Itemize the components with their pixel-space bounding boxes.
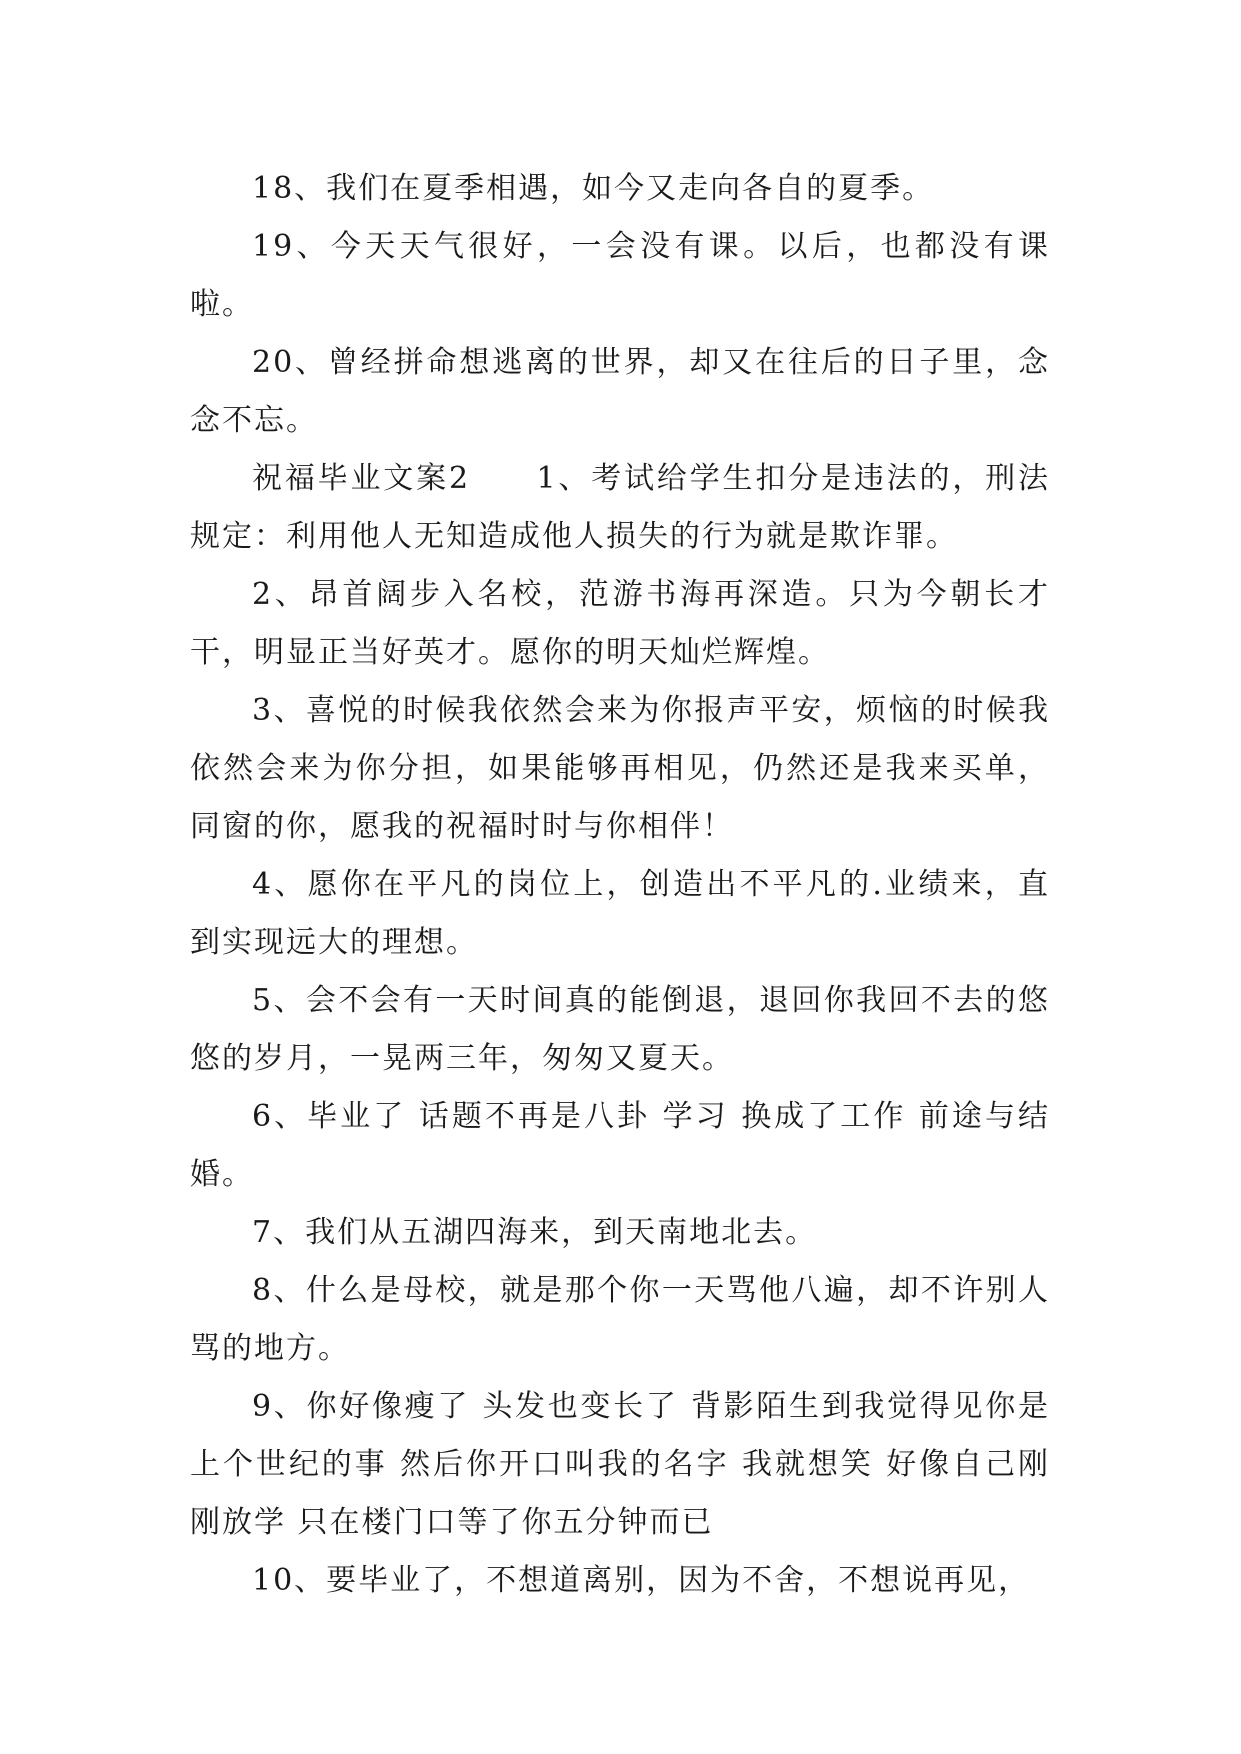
section-heading-paragraph-1: 祝福毕业文案2 1、考试给学生扣分是违法的，刑法规定：利用他人无知造成他人损失的行为就是欺诈罪。 xyxy=(190,461,1050,554)
paragraph-4: 4、愿你在平凡的岗位上，创造出不平凡的.业绩来，直到实现远大的理想。 xyxy=(190,867,1050,960)
paragraph-2: 2、昂首阔步入名校，范游书海再深造。只为今朝长才干，明显正当好英才。愿你的明天灿烂辉煌。 xyxy=(190,577,1050,670)
paragraph-10: 10、要毕业了，不想道离别，因为不舍，不想说再见， xyxy=(252,1563,1031,1598)
paragraph-19: 19、今天天气很好，一会没有课。以后，也都没有课啦。 xyxy=(190,229,1050,322)
paragraph-9: 9、你好像瘦了 头发也变长了 背影陌生到我觉得见你是上个世纪的事 然后你开口叫我的名字 我就想笑 好像自己刚刚放学 只在楼门口等了你五分钟而已 xyxy=(190,1389,1050,1540)
paragraph-5: 5、会不会有一天时间真的能倒退，退回你我回不去的悠悠的岁月，一晃两三年，匆匆又夏天。 xyxy=(190,983,1050,1076)
paragraph-8: 8、什么是母校，就是那个你一天骂他八遍，却不许别人骂的地方。 xyxy=(190,1273,1050,1366)
paragraph-7: 7、我们从五湖四海来，到天南地北去。 xyxy=(252,1215,818,1250)
paragraph-6: 6、毕业了 话题不再是八卦 学习 换成了工作 前途与结婚。 xyxy=(190,1099,1050,1192)
paragraph-18: 18、我们在夏季相遇，如今又走向各自的夏季。 xyxy=(252,171,935,206)
paragraph-20: 20、曾经拼命想逃离的世界，却又在往后的日子里，念念不忘。 xyxy=(190,345,1050,438)
document-body xyxy=(190,160,1050,1610)
paragraph-3: 3、喜悦的时候我依然会来为你报声平安，烦恼的时候我依然会来为你分担，如果能够再相见，仍然还是我来买单，同窗的你，愿我的祝福时时与你相伴！ xyxy=(190,693,1050,844)
